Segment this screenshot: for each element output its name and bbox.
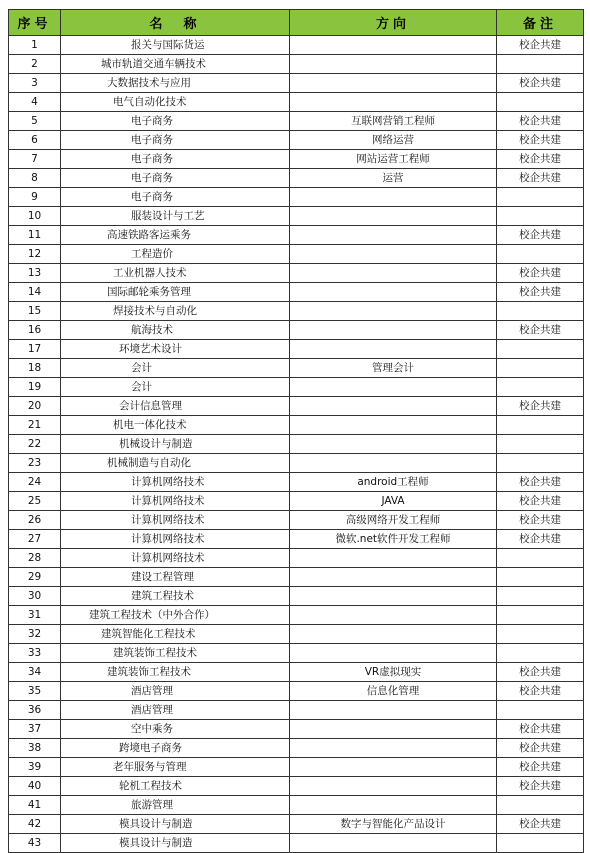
cell-serial-number: 32 xyxy=(9,625,61,644)
cell-note xyxy=(497,302,584,321)
cell-name xyxy=(61,112,290,131)
cell-name xyxy=(61,131,290,150)
table-row xyxy=(9,359,584,378)
table-row xyxy=(9,530,584,549)
header-serial-number: 序号 xyxy=(9,10,61,36)
cell-name xyxy=(61,834,290,853)
cell-serial-number: 15 xyxy=(9,302,61,321)
cell-name xyxy=(61,815,290,834)
cell-serial-number: 39 xyxy=(9,758,61,777)
cell-direction xyxy=(290,758,497,777)
table-row xyxy=(9,397,584,416)
table-row xyxy=(9,815,584,834)
table-row xyxy=(9,454,584,473)
cell-serial-number: 13 xyxy=(9,264,61,283)
header-name: 名 称 xyxy=(61,10,290,36)
cell-direction xyxy=(290,834,497,853)
cell-direction xyxy=(290,606,497,625)
cell-direction: 高级网络开发工程师 xyxy=(290,511,497,530)
cell-name-text: 机械制造与自动化 xyxy=(107,457,191,469)
cell-note: 校企共建 xyxy=(497,321,584,340)
cell-note xyxy=(497,93,584,112)
cell-direction xyxy=(290,93,497,112)
cell-serial-number: 26 xyxy=(9,511,61,530)
cell-name-text: 旅游管理 xyxy=(131,799,173,811)
cell-serial-number: 29 xyxy=(9,568,61,587)
cell-name-text: 轮机工程技术 xyxy=(119,780,182,792)
cell-name-text: 会计 xyxy=(131,362,152,374)
cell-serial-number: 7 xyxy=(9,150,61,169)
cell-note: 校企共建 xyxy=(497,739,584,758)
cell-direction xyxy=(290,226,497,245)
cell-name-text: 建筑智能化工程技术 xyxy=(101,628,196,640)
cell-name xyxy=(61,302,290,321)
cell-note xyxy=(497,549,584,568)
cell-name-text: 电子商务 xyxy=(131,134,173,146)
cell-name xyxy=(61,492,290,511)
cell-direction xyxy=(290,378,497,397)
cell-name-text: 建筑装饰工程技术 xyxy=(107,666,191,678)
table-row xyxy=(9,720,584,739)
cell-name xyxy=(61,511,290,530)
cell-name xyxy=(61,739,290,758)
cell-note: 校企共建 xyxy=(497,169,584,188)
cell-note: 校企共建 xyxy=(497,112,584,131)
cell-direction xyxy=(290,777,497,796)
cell-name xyxy=(61,758,290,777)
cell-name xyxy=(61,359,290,378)
cell-serial-number: 1 xyxy=(9,36,61,55)
cell-note: 校企共建 xyxy=(497,815,584,834)
cell-name-text: 大数据技术与应用 xyxy=(107,77,191,89)
cell-name xyxy=(61,36,290,55)
cell-serial-number: 10 xyxy=(9,207,61,226)
cell-name-text: 工程造价 xyxy=(131,248,173,260)
cell-direction xyxy=(290,302,497,321)
cell-name xyxy=(61,663,290,682)
cell-name-text: 高速铁路客运乘务 xyxy=(107,229,191,241)
cell-serial-number: 4 xyxy=(9,93,61,112)
cell-name-text: 酒店管理 xyxy=(131,685,173,697)
table-row xyxy=(9,112,584,131)
table-row xyxy=(9,245,584,264)
cell-direction: 运营 xyxy=(290,169,497,188)
cell-note xyxy=(497,207,584,226)
cell-serial-number: 12 xyxy=(9,245,61,264)
cell-name-text: 老年服务与管理 xyxy=(113,761,187,773)
cell-note: 校企共建 xyxy=(497,74,584,93)
cell-note xyxy=(497,625,584,644)
cell-serial-number: 31 xyxy=(9,606,61,625)
cell-serial-number: 3 xyxy=(9,74,61,93)
cell-note xyxy=(497,435,584,454)
cell-serial-number: 2 xyxy=(9,55,61,74)
cell-name-text: 电子商务 xyxy=(131,172,173,184)
table-row xyxy=(9,321,584,340)
table-row xyxy=(9,834,584,853)
table-row xyxy=(9,188,584,207)
cell-name xyxy=(61,321,290,340)
cell-name-text: 建筑工程技术（中外合作） xyxy=(89,609,215,621)
cell-name-text: 计算机网络技术 xyxy=(131,533,205,545)
table-row xyxy=(9,74,584,93)
cell-name-text: 环境艺术设计 xyxy=(119,343,182,355)
cell-note: 校企共建 xyxy=(497,150,584,169)
table-row xyxy=(9,226,584,245)
cell-name xyxy=(61,150,290,169)
cell-direction xyxy=(290,264,497,283)
cell-name xyxy=(61,264,290,283)
table-row xyxy=(9,511,584,530)
table-row xyxy=(9,568,584,587)
cell-direction xyxy=(290,340,497,359)
cell-serial-number: 40 xyxy=(9,777,61,796)
table-row xyxy=(9,549,584,568)
cell-serial-number: 20 xyxy=(9,397,61,416)
cell-note: 校企共建 xyxy=(497,682,584,701)
cell-note xyxy=(497,701,584,720)
cell-serial-number: 24 xyxy=(9,473,61,492)
cell-note: 校企共建 xyxy=(497,226,584,245)
table-row xyxy=(9,131,584,150)
cell-name-text: 焊接技术与自动化 xyxy=(113,305,197,317)
cell-name xyxy=(61,625,290,644)
cell-serial-number: 9 xyxy=(9,188,61,207)
cell-direction xyxy=(290,644,497,663)
table-body xyxy=(9,36,584,853)
cell-serial-number: 17 xyxy=(9,340,61,359)
cell-direction xyxy=(290,188,497,207)
cell-note xyxy=(497,340,584,359)
cell-direction: 网站运营工程师 xyxy=(290,150,497,169)
cell-serial-number: 41 xyxy=(9,796,61,815)
cell-note: 校企共建 xyxy=(497,530,584,549)
table-row xyxy=(9,663,584,682)
table-row xyxy=(9,587,584,606)
cell-name xyxy=(61,454,290,473)
cell-note: 校企共建 xyxy=(497,264,584,283)
cell-serial-number: 42 xyxy=(9,815,61,834)
cell-name xyxy=(61,245,290,264)
cell-direction xyxy=(290,74,497,93)
cell-serial-number: 25 xyxy=(9,492,61,511)
cell-direction xyxy=(290,245,497,264)
cell-direction: JAVA xyxy=(290,492,497,511)
cell-direction xyxy=(290,283,497,302)
cell-name xyxy=(61,796,290,815)
cell-name xyxy=(61,473,290,492)
cell-name-text: 模具设计与制造 xyxy=(119,818,193,830)
table-row xyxy=(9,701,584,720)
table-row xyxy=(9,758,584,777)
table-row xyxy=(9,283,584,302)
cell-serial-number: 8 xyxy=(9,169,61,188)
cell-name-text: 国际邮轮乘务管理 xyxy=(107,286,191,298)
cell-name xyxy=(61,435,290,454)
cell-direction xyxy=(290,568,497,587)
cell-name xyxy=(61,74,290,93)
header-note: 备注 xyxy=(497,10,584,36)
cell-note: 校企共建 xyxy=(497,720,584,739)
cell-name xyxy=(61,701,290,720)
cell-serial-number: 16 xyxy=(9,321,61,340)
cell-note xyxy=(497,378,584,397)
cell-name-text: 服装设计与工艺 xyxy=(131,210,205,222)
cell-serial-number: 5 xyxy=(9,112,61,131)
cell-serial-number: 35 xyxy=(9,682,61,701)
cell-name-text: 计算机网络技术 xyxy=(131,514,205,526)
cell-note xyxy=(497,55,584,74)
cell-serial-number: 11 xyxy=(9,226,61,245)
cell-name-text: 空中乘务 xyxy=(131,723,173,735)
cell-note xyxy=(497,188,584,207)
cell-name xyxy=(61,568,290,587)
cell-direction: 微软.net软件开发工程师 xyxy=(290,530,497,549)
table-row xyxy=(9,796,584,815)
cell-note: 校企共建 xyxy=(497,283,584,302)
cell-direction xyxy=(290,36,497,55)
header-direction: 方向 xyxy=(290,10,497,36)
cell-note: 校企共建 xyxy=(497,36,584,55)
cell-note xyxy=(497,568,584,587)
table-row xyxy=(9,625,584,644)
table-row xyxy=(9,150,584,169)
table-row xyxy=(9,55,584,74)
cell-direction: 数字与智能化产品设计 xyxy=(290,815,497,834)
table-row xyxy=(9,644,584,663)
table-row xyxy=(9,473,584,492)
cell-direction: VR虚拟现实 xyxy=(290,663,497,682)
cell-direction xyxy=(290,549,497,568)
table-row xyxy=(9,378,584,397)
cell-direction xyxy=(290,701,497,720)
cell-note: 校企共建 xyxy=(497,663,584,682)
table-row xyxy=(9,169,584,188)
cell-note: 校企共建 xyxy=(497,131,584,150)
cell-note: 校企共建 xyxy=(497,758,584,777)
cell-note: 校企共建 xyxy=(497,511,584,530)
cell-name xyxy=(61,226,290,245)
cell-name-text: 建筑工程技术 xyxy=(131,590,194,602)
cell-name-text: 电子商务 xyxy=(131,115,173,127)
cell-direction xyxy=(290,55,497,74)
cell-direction xyxy=(290,739,497,758)
cell-note xyxy=(497,245,584,264)
cell-direction xyxy=(290,321,497,340)
cell-name xyxy=(61,188,290,207)
table-row xyxy=(9,207,584,226)
table-row xyxy=(9,739,584,758)
cell-name xyxy=(61,207,290,226)
cell-name xyxy=(61,777,290,796)
cell-serial-number: 28 xyxy=(9,549,61,568)
cell-serial-number: 18 xyxy=(9,359,61,378)
cell-note: 校企共建 xyxy=(497,492,584,511)
cell-name-text: 会计信息管理 xyxy=(119,400,182,412)
cell-direction xyxy=(290,435,497,454)
cell-direction: 互联网营销工程师 xyxy=(290,112,497,131)
cell-serial-number: 23 xyxy=(9,454,61,473)
cell-name-text: 计算机网络技术 xyxy=(131,495,205,507)
cell-direction xyxy=(290,625,497,644)
table-header-row xyxy=(9,10,584,36)
cell-serial-number: 6 xyxy=(9,131,61,150)
cell-name xyxy=(61,283,290,302)
table-row xyxy=(9,36,584,55)
cell-name xyxy=(61,644,290,663)
cell-name-text: 会计 xyxy=(131,381,152,393)
cell-note xyxy=(497,796,584,815)
cell-name xyxy=(61,587,290,606)
major-list-table xyxy=(8,9,584,853)
table-row xyxy=(9,302,584,321)
cell-direction xyxy=(290,454,497,473)
cell-serial-number: 33 xyxy=(9,644,61,663)
cell-name xyxy=(61,169,290,188)
cell-name xyxy=(61,606,290,625)
cell-name xyxy=(61,416,290,435)
cell-name-text: 城市轨道交通车辆技术 xyxy=(101,58,206,70)
cell-serial-number: 34 xyxy=(9,663,61,682)
cell-direction xyxy=(290,416,497,435)
cell-name-text: 建筑装饰工程技术 xyxy=(113,647,197,659)
cell-note: 校企共建 xyxy=(497,473,584,492)
cell-name-text: 计算机网络技术 xyxy=(131,476,205,488)
table-row xyxy=(9,777,584,796)
cell-direction xyxy=(290,207,497,226)
cell-name xyxy=(61,549,290,568)
cell-name-text: 机械设计与制造 xyxy=(119,438,193,450)
cell-name xyxy=(61,530,290,549)
cell-serial-number: 21 xyxy=(9,416,61,435)
cell-name xyxy=(61,55,290,74)
cell-name xyxy=(61,720,290,739)
cell-direction xyxy=(290,796,497,815)
cell-name xyxy=(61,378,290,397)
cell-name xyxy=(61,397,290,416)
cell-direction: 管理会计 xyxy=(290,359,497,378)
cell-note: 校企共建 xyxy=(497,397,584,416)
cell-name-text: 报关与国际货运 xyxy=(131,39,205,51)
cell-name-text: 模具设计与制造 xyxy=(119,837,193,849)
cell-name-text: 计算机网络技术 xyxy=(131,552,205,564)
cell-serial-number: 14 xyxy=(9,283,61,302)
cell-direction xyxy=(290,587,497,606)
cell-name-text: 航海技术 xyxy=(131,324,173,336)
cell-serial-number: 19 xyxy=(9,378,61,397)
cell-name xyxy=(61,682,290,701)
cell-note xyxy=(497,587,584,606)
cell-direction: 网络运营 xyxy=(290,131,497,150)
cell-note xyxy=(497,454,584,473)
cell-note xyxy=(497,834,584,853)
table-row xyxy=(9,264,584,283)
cell-note xyxy=(497,644,584,663)
cell-name-text: 工业机器人技术 xyxy=(113,267,187,279)
cell-name-text: 电子商务 xyxy=(131,191,173,203)
table-row xyxy=(9,435,584,454)
cell-name xyxy=(61,93,290,112)
table-row xyxy=(9,340,584,359)
table-row xyxy=(9,93,584,112)
cell-note xyxy=(497,416,584,435)
cell-direction xyxy=(290,720,497,739)
cell-direction: 信息化管理 xyxy=(290,682,497,701)
cell-serial-number: 22 xyxy=(9,435,61,454)
cell-name xyxy=(61,340,290,359)
cell-serial-number: 38 xyxy=(9,739,61,758)
cell-serial-number: 30 xyxy=(9,587,61,606)
cell-direction: android工程师 xyxy=(290,473,497,492)
cell-name-text: 电子商务 xyxy=(131,153,173,165)
table-row xyxy=(9,682,584,701)
cell-serial-number: 36 xyxy=(9,701,61,720)
cell-note xyxy=(497,606,584,625)
cell-name-text: 跨境电子商务 xyxy=(119,742,182,754)
cell-name-text: 建设工程管理 xyxy=(131,571,194,583)
table-row xyxy=(9,606,584,625)
cell-name-text: 机电一体化技术 xyxy=(113,419,187,431)
cell-direction xyxy=(290,397,497,416)
table-row xyxy=(9,416,584,435)
cell-serial-number: 37 xyxy=(9,720,61,739)
table-row xyxy=(9,492,584,511)
cell-serial-number: 27 xyxy=(9,530,61,549)
cell-note: 校企共建 xyxy=(497,777,584,796)
cell-name-text: 电气自动化技术 xyxy=(113,96,187,108)
cell-serial-number: 43 xyxy=(9,834,61,853)
cell-name-text: 酒店管理 xyxy=(131,704,173,716)
cell-note xyxy=(497,359,584,378)
